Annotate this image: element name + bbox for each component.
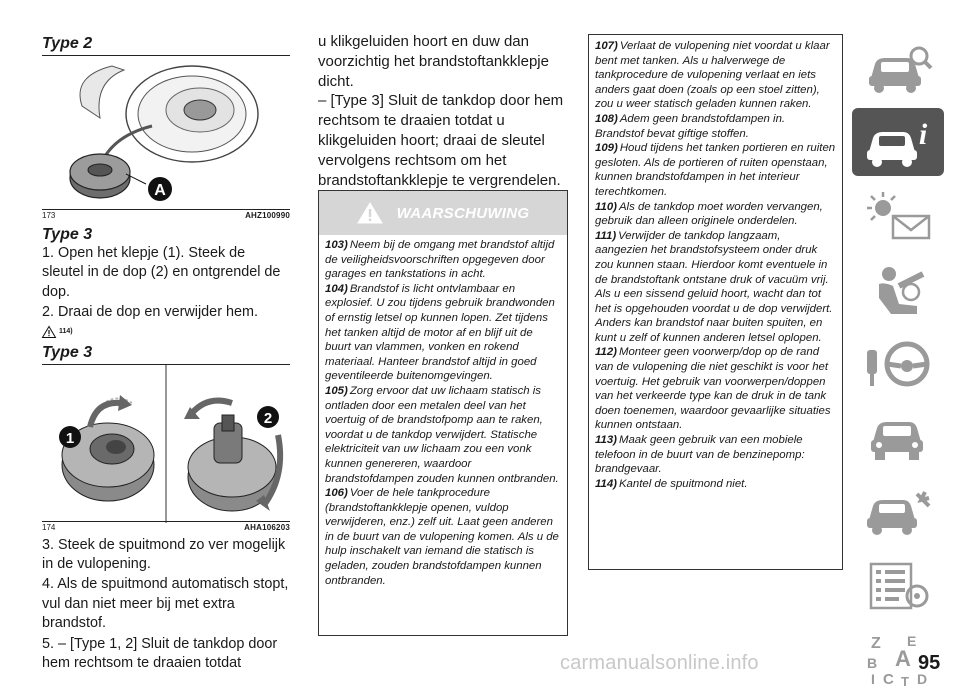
figure-173-number: 173: [42, 211, 56, 220]
note-106: [325, 486, 561, 588]
heading-type-3-b: Type 3: [42, 343, 93, 361]
fuel-cap-type3-illustration: [42, 365, 290, 523]
index-letter: I: [871, 671, 875, 687]
left-column: [42, 0, 290, 673]
note-104: [325, 282, 561, 384]
note-number: 109): [595, 142, 618, 155]
figure-173-caption: [42, 211, 290, 221]
watermark: carmanualsonline.info: [560, 652, 759, 674]
paragraph-type3-close: – [Type 3] Sluit de tankdop door hem rechtsom te draaien totdat u klikgeluiden hoort; draai de sleutel vervolgens rechtsom om het brandstoftankklepje te vergrendelen.: [318, 92, 564, 189]
note-text: Brandstof is licht ontvlambaar en explosief. U zou tijdens gebruik brandwonden of ernstig letsel op kunnen lopen. Zet tijdens het tanken altijd de motor af en blijf uit de buurt van vlammen, vonken en rokend materiaal. Hanteer brandstof altijd in goed geventileerde buitenomgevingen.: [325, 282, 555, 383]
note-number: 114): [595, 477, 617, 490]
note-107: [595, 39, 836, 112]
note-number: 103): [325, 239, 348, 251]
nav-tile-car-tools[interactable]: [852, 478, 944, 546]
note-text: Neem bij de omgang met brandstof altijd de veiligheidsvoorschriften opgegeven door garages en tankstations in acht.: [325, 239, 555, 281]
car-search-icon: [863, 42, 933, 94]
seat-airbag-icon: [863, 264, 933, 316]
nav-tile-car-info[interactable]: [852, 108, 944, 176]
note-113: [595, 433, 836, 477]
callout-a-label: A: [154, 182, 166, 199]
car-info-icon: [863, 116, 933, 168]
note-number: 113): [595, 434, 617, 447]
list-specs-icon: [863, 560, 933, 612]
step-3: 3. Steek de spuitmond zo ver mogelijk in de vulopening.: [42, 536, 286, 573]
heading-type-2: Type 2: [42, 35, 93, 52]
note-text: Als de tankdop moet worden vervangen, gebruik dan alleen originele onderdelen.: [595, 200, 823, 228]
index-letter: Z: [871, 635, 881, 652]
index-letter: D: [917, 671, 928, 687]
paragraph-close-flap: u klikgeluiden hoort en duw dan voorzichtig het brandstoftankklepje dicht.: [318, 33, 549, 90]
note-text: Kantel de spuitmond niet.: [618, 477, 748, 490]
note-text: Verwijder de tankdop langzaam, aangezien het brandstofsysteem onder druk zou kunnen staan. Hierdoor komt eventuele in de brandstoftank ontstane druk of vacuüm vrij. Als u een sissend geluid hoort, wacht dan tot het is opgehouden voordat u de dop verwijdert. Anders kan brandstof naar buiten spuiten, en kunt u zelf of kunnen anderen letsel oplopen.: [595, 229, 833, 344]
note-text: Maak geen gebruik van een mobiele telefoon in de buurt van de benzinepomp: brandgevaar.: [595, 434, 805, 476]
note-text: Adem geen brandstofdampen in. Brandstof bevat giftige stoffen.: [595, 112, 786, 140]
middle-column: [318, 0, 568, 190]
index-letter: E: [907, 633, 917, 649]
steering-key-icon: [863, 338, 933, 390]
chapter-navigation: [852, 34, 948, 700]
nav-tile-car-service[interactable]: [852, 404, 944, 472]
step-4: 4. Als de spuitmond automatisch stopt, vul dan niet meer bij met extra brandstof.: [42, 576, 289, 632]
note-111: [595, 229, 836, 346]
figure-174-number: 174: [42, 522, 56, 532]
callout-1-label: 1: [65, 429, 75, 447]
index-letter: C: [883, 671, 894, 688]
warning-reference-number: 114): [59, 328, 73, 336]
note-114: [595, 477, 836, 492]
heading-type-3-a: Type 3: [42, 226, 93, 243]
figure-173: [42, 55, 290, 210]
step-5: 5. – [Type 1, 2] Sluit de tankdop door hem rechtsom te draaien totdat: [42, 635, 278, 672]
index-letter: T: [901, 674, 909, 689]
warning-header: [319, 191, 567, 235]
note-number: 106): [325, 487, 348, 500]
lights-message-icon: [863, 190, 933, 242]
note-109: [595, 141, 836, 199]
warning-notes: [319, 235, 567, 588]
note-number: 110): [595, 200, 617, 213]
nav-tile-lights-message[interactable]: [852, 182, 944, 250]
note-105: [325, 384, 561, 486]
step-1: 1. Open het klepje (1). Steek de sleutel in de dop (2) en ontgrendel de dop.: [42, 245, 281, 300]
nav-tile-seat-airbag[interactable]: [852, 256, 944, 324]
note-108: [595, 112, 836, 141]
note-number: 105): [325, 384, 348, 397]
nav-tile-car-search[interactable]: [852, 34, 944, 102]
note-number: 104): [325, 282, 348, 295]
note-number: 112): [595, 346, 617, 359]
figure-174-code: AHA106203: [244, 522, 290, 532]
nav-tile-steering-key[interactable]: [852, 330, 944, 398]
warning-triangle-icon: [357, 202, 383, 224]
note-number: 108): [595, 112, 618, 125]
figure-174-caption: [42, 523, 290, 533]
nav-tile-list-specs[interactable]: [852, 552, 944, 620]
step-2: 2. Draai de dop en verwijder hem.: [42, 304, 258, 321]
note-number: 107): [595, 40, 618, 52]
note-text: Houd tijdens het tanken portieren en ruiten gesloten. Als de portieren of ruiten openstaan, kunnen brandstofdampen in het interieur terechtkomen.: [595, 142, 836, 198]
figure-174: [42, 364, 290, 522]
note-112: [595, 345, 836, 433]
car-tools-icon: [863, 486, 933, 538]
warning-triangle-icon: [42, 326, 56, 338]
note-text: Monteer geen voorwerp/dop op de rand van de vulopening die niet geschikt is voor het voertuig. Het gebruik van voorwerpen/doppen van het verkeerde type kan de druk in de tank doen toenemen, waardoor gevaarlijke situaties kunnen ontstaan.: [595, 346, 831, 432]
note-text: Zorg ervoor dat uw lichaam statisch is ontladen door een metalen deel van het voertuig of de brandstofpomp aan te raken, voordat u de tankdop verwijdert. Statische elektriciteit van uw lichaam zou een vonk kunnen genereren, waardoor brandstofdampen zouden kunnen ontbranden.: [325, 384, 559, 485]
note-103: [325, 238, 561, 282]
callout-2-label: 2: [263, 409, 273, 427]
warning-reference: [42, 325, 290, 339]
page-number: 95: [918, 652, 941, 674]
note-110: [595, 200, 836, 229]
warning-notes-continued: [588, 34, 843, 570]
index-letter: A: [895, 646, 911, 671]
warning-title: WAARSCHUWING: [396, 204, 530, 222]
figure-173-code: AHZ100990: [245, 211, 290, 220]
note-number: 111): [595, 229, 617, 242]
note-text: Verlaat de vulopening niet voordat u klaar bent met tanken. Als u halverwege de tankprocedure de vulopening verlaat en iets anders gaat doen (zoals op een stoel zitten), zou u weer statisch geladen kunnen raken.: [595, 40, 830, 111]
warning-box: [318, 190, 568, 636]
note-text: Voer de hele tankprocedure (brandstoftankklepje openen, vuldop verwijderen, enz.) zelf uit. Laat geen anderen in de buurt van de vulopening komen. Als u de hulp inschakelt van iemand die statisch is geladen, zouden brandstofdampen kunnen ontbranden.: [325, 487, 559, 587]
car-service-icon: [863, 412, 933, 464]
fuel-cap-type2-illustration: [42, 56, 290, 211]
index-letter: B: [867, 655, 878, 671]
info-glyph: i: [918, 118, 928, 151]
